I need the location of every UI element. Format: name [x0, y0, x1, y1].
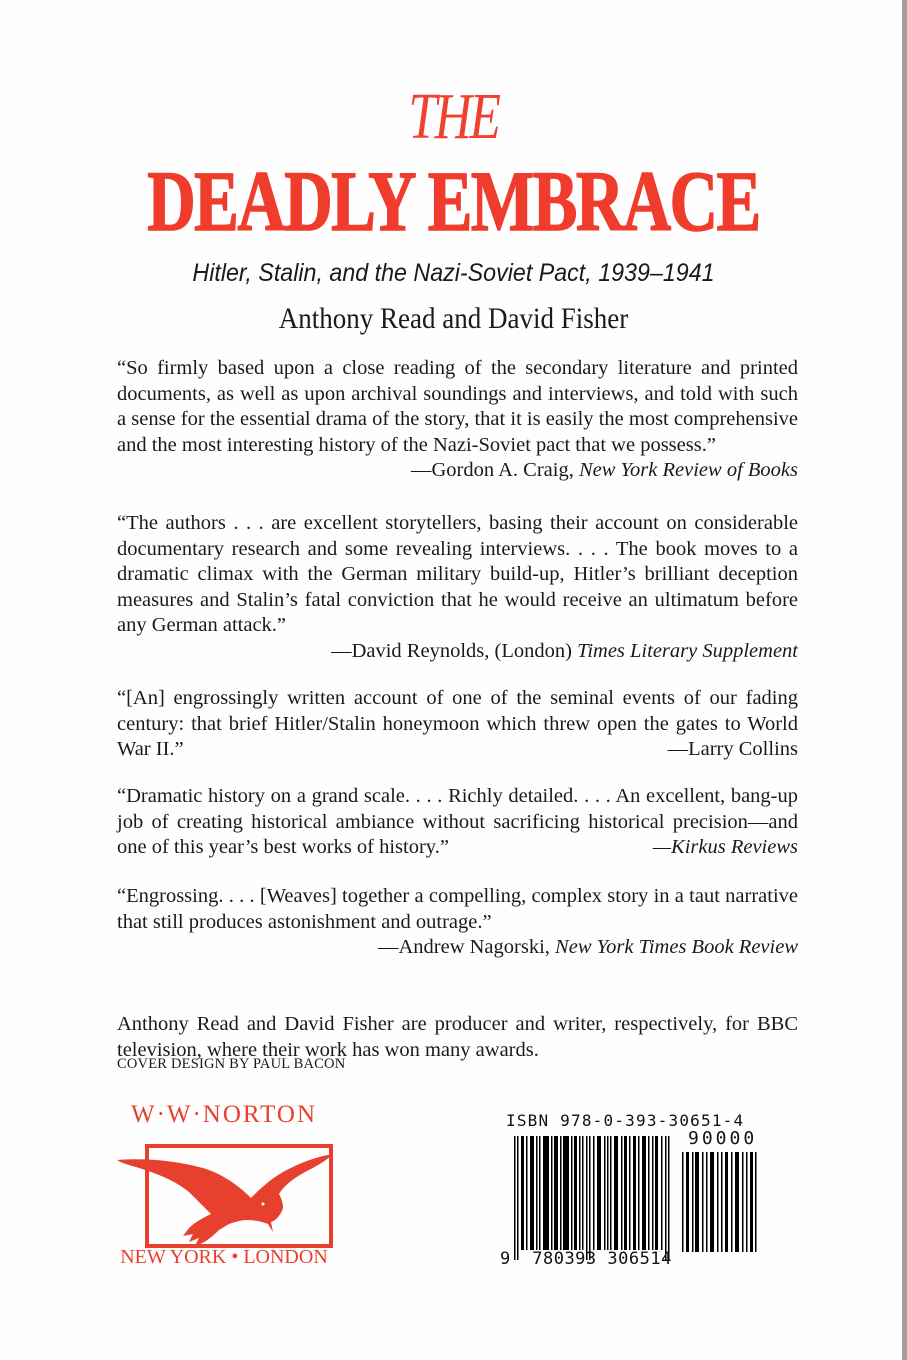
blurb-text: “Engrossing. . . . [Weaves] together a compelling, complex story in a taut narrative that still produces astonishment and outrage.”: [117, 885, 798, 933]
ean13-bars: [514, 1136, 670, 1260]
price-addon-code: 90000: [688, 1128, 758, 1149]
blurb-attribution: [117, 935, 798, 961]
book-authors: Anthony Read and David Fisher: [278, 302, 629, 335]
blurb-attribution: [117, 639, 798, 665]
seagull-icon: [113, 1138, 335, 1248]
cover-design-credit: COVER DESIGN BY PAUL BACON: [117, 1056, 346, 1072]
review-blurb: [117, 884, 798, 961]
review-source: New York Review of Books: [578, 459, 798, 482]
review-source: New York Times Book Review: [555, 936, 798, 959]
book-title: DEADLY EMBRACE: [147, 153, 760, 249]
reviewer-name: —David Reynolds, (London): [331, 639, 578, 662]
review-source: Times Literary Supplement: [577, 639, 798, 662]
reviewer-name: —Larry Collins: [667, 738, 798, 761]
reviewer-name: —Gordon A. Craig,: [410, 459, 579, 482]
review-source: —Kirkus Reviews: [652, 836, 798, 859]
review-blurb: [117, 686, 798, 763]
review-blurb: [117, 784, 798, 861]
reviewer-name: —Andrew Nagorski,: [377, 936, 556, 959]
isbn-barcode: [470, 1112, 770, 1272]
title-prefix: THE: [408, 80, 499, 153]
blurb-text-last-line: one of this year’s best works of history.”: [117, 836, 449, 859]
ean-group-2: 306514: [607, 1249, 672, 1269]
ean-group-1: 780393: [532, 1249, 597, 1269]
blurb-text: “The authors . . . are excellent storytellers, basing their account on considerable documentary research and some revealing interviews. . . . The book moves to a dramatic climax with the German military build-up, Hitler’s brilliant deception measures and Stalin’s fatal conviction that he would receive an ultimatum before any German attack.”: [117, 512, 798, 637]
author-bio-text: Anthony Read and David Fisher are producer and writer, respectively, for BBC television, where their work has won many awards.: [117, 1013, 798, 1061]
blurb-attribution: [117, 458, 798, 484]
ean-digits: [500, 1250, 672, 1268]
ean-first-digit: 9: [500, 1249, 511, 1269]
blurb-text: “So firmly based upon a close reading of the secondary literature and printed documents, as well as upon archival soundings and interviews, and told with such a sense for the essential drama of the story, that it is easily the most comprehensive and the most interesting history of the Nazi-Soviet pact that we possess.”: [117, 357, 798, 456]
publisher-name: W·W·NORTON: [130, 1101, 318, 1128]
blurb-text: “[An] engrossingly written account of one of the seminal events of our fading century: that brief Hitler/Stalin honeymoon which threw open the gates to World: [117, 687, 798, 735]
price-addon-bars: [682, 1152, 758, 1252]
blurb-text: “Dramatic history on a grand scale. . . . Richly detailed. . . . An excellent, bang-up job of creating historical ambiance without sacrificing historical precision—and: [117, 785, 798, 833]
isbn-label: ISBN 978-0-393-30651-4: [506, 1111, 745, 1130]
review-blurb: [117, 511, 798, 665]
book-subtitle: Hitler, Stalin, and the Nazi-Soviet Pact, 1939–1941: [192, 259, 715, 287]
review-blurb: [117, 356, 798, 484]
publisher-logo: [113, 1100, 335, 1270]
publisher-cities: NEW YORK • LONDON: [120, 1246, 328, 1268]
page-edge-strip: [902, 0, 907, 1360]
blurb-text-last-line: War II.”: [117, 738, 184, 761]
